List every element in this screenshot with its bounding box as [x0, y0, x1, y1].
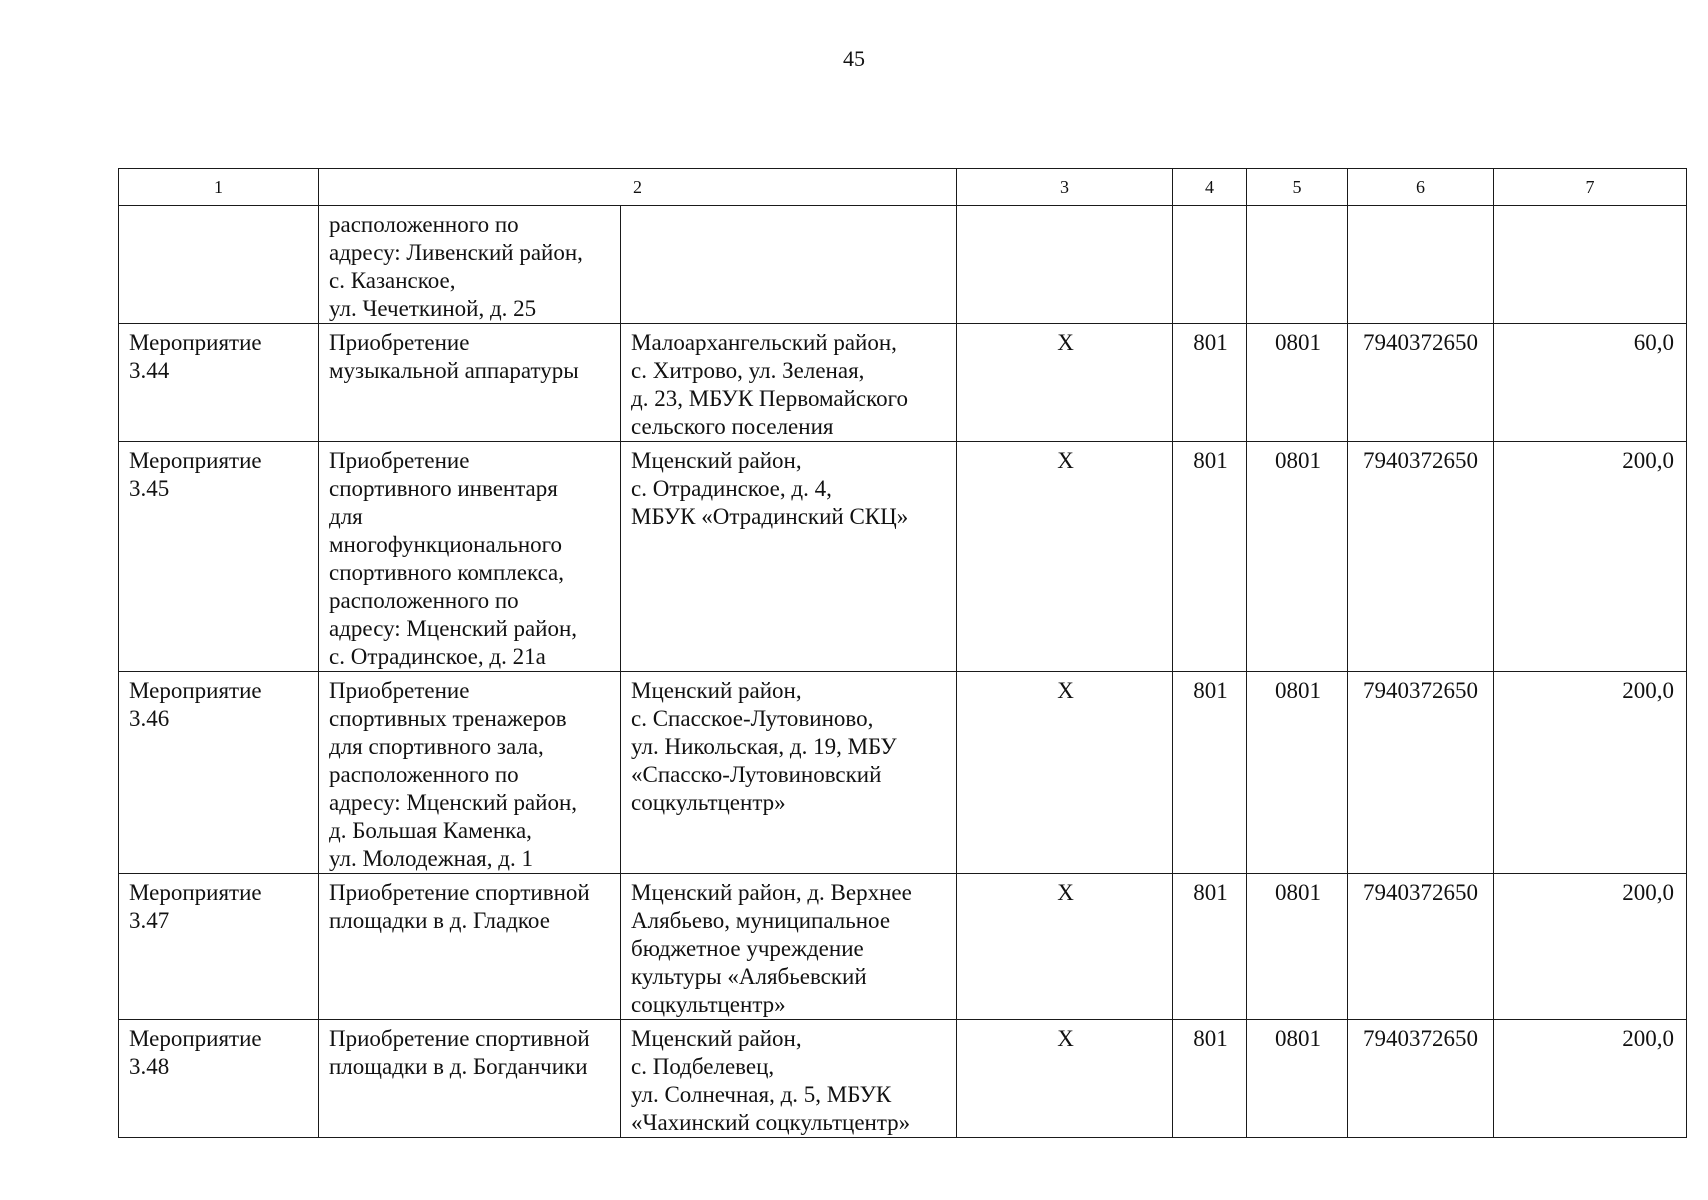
location-line: с. Хитрово, ул. Зеленая, — [631, 358, 865, 383]
description-cell — [319, 206, 621, 324]
col3-cell: X — [957, 672, 1173, 874]
col5-cell: 0801 — [1247, 672, 1348, 874]
location-line: с. Спасское-Лутовиново, — [631, 706, 874, 731]
col3-cell: X — [957, 442, 1173, 672]
location-cell — [621, 1020, 957, 1138]
col6-cell: 7940372650 — [1348, 442, 1494, 672]
location-line: бюджетное учреждение — [631, 936, 864, 961]
event-cell — [119, 206, 319, 324]
col6-cell — [1348, 206, 1494, 324]
header-cell: 6 — [1348, 169, 1494, 206]
location-line: ул. Никольская, д. 19, МБУ — [631, 734, 897, 759]
description-line: расположенного по — [329, 762, 519, 787]
location-line: Мценский район, — [631, 448, 802, 473]
table-row — [119, 672, 1687, 874]
location-line: соцкультцентр» — [631, 790, 786, 815]
event-line: Мероприятие — [129, 448, 262, 473]
header-cell: 4 — [1173, 169, 1247, 206]
location-line: МБУК «Отрадинский СКЦ» — [631, 504, 909, 529]
location-line: «Чахинский соцкультцентр» — [631, 1110, 911, 1135]
description-cell — [319, 324, 621, 442]
event-cell — [119, 672, 319, 874]
event-line: 3.47 — [129, 908, 170, 933]
description-line: Приобретение — [329, 678, 470, 703]
col7-cell: 60,0 — [1494, 324, 1687, 442]
col6-cell: 7940372650 — [1348, 324, 1494, 442]
event-cell — [119, 874, 319, 1020]
continuation-row — [119, 206, 1687, 324]
col5-cell: 0801 — [1247, 324, 1348, 442]
col3-cell: X — [957, 874, 1173, 1020]
event-line: Мероприятие — [129, 1026, 262, 1051]
location-line: с. Отрадинское, д. 4, — [631, 476, 832, 501]
event-line: Мероприятие — [129, 330, 262, 355]
location-cell — [621, 874, 957, 1020]
col4-cell: 801 — [1173, 874, 1247, 1020]
location-line: д. 23, МБУК Первомайского — [631, 386, 908, 411]
description-line: Приобретение спортивной — [329, 1026, 590, 1051]
location-line: с. Подбелевец, — [631, 1054, 775, 1079]
description-cell — [319, 672, 621, 874]
col4-cell: 801 — [1173, 1020, 1247, 1138]
col3-cell: X — [957, 324, 1173, 442]
header-cell: 7 — [1494, 169, 1687, 206]
description-line: спортивного инвентаря — [329, 476, 558, 501]
description-line: площадки в д. Богданчики — [329, 1054, 588, 1079]
col3-cell — [957, 206, 1173, 324]
description-line: для спортивного зала, — [329, 734, 544, 759]
description-line: музыкальной аппаратуры — [329, 358, 579, 383]
budget-table — [118, 168, 1687, 1138]
col7-cell: 200,0 — [1494, 1020, 1687, 1138]
location-line: культуры «Алябьевский — [631, 964, 867, 989]
description-line: спортивного комплекса, — [329, 560, 565, 585]
location-cell — [621, 206, 957, 324]
col5-cell: 0801 — [1247, 442, 1348, 672]
location-line: «Спасско-Лутовиновский — [631, 762, 882, 787]
description-line: расположенного по — [329, 588, 519, 613]
description-line: с. Казанское, — [329, 268, 456, 293]
header-cell: 2 — [319, 169, 957, 206]
table-row — [119, 324, 1687, 442]
event-line: Мероприятие — [129, 880, 262, 905]
col4-cell: 801 — [1173, 442, 1247, 672]
event-cell — [119, 324, 319, 442]
location-line: Алябьево, муниципальное — [631, 908, 891, 933]
location-line: Мценский район, — [631, 1026, 802, 1051]
col7-cell — [1494, 206, 1687, 324]
event-cell — [119, 1020, 319, 1138]
location-line: Мценский район, д. Верхнее — [631, 880, 912, 905]
col6-cell: 7940372650 — [1348, 874, 1494, 1020]
description-line: для — [329, 504, 363, 529]
event-line: 3.45 — [129, 476, 170, 501]
description-line: площадки в д. Гладкое — [329, 908, 550, 933]
col5-cell: 0801 — [1247, 874, 1348, 1020]
header-cell: 5 — [1247, 169, 1348, 206]
location-line: сельского поселения — [631, 414, 834, 439]
table-row — [119, 442, 1687, 672]
col5-cell: 0801 — [1247, 1020, 1348, 1138]
description-cell — [319, 1020, 621, 1138]
table-row — [119, 874, 1687, 1020]
description-cell — [319, 874, 621, 1020]
description-line: с. Отрадинское, д. 21а — [329, 644, 546, 669]
location-cell — [621, 442, 957, 672]
description-line: спортивных тренажеров — [329, 706, 567, 731]
description-line: Приобретение — [329, 448, 470, 473]
description-line: адресу: Мценский район, — [329, 790, 578, 815]
description-cell — [319, 442, 621, 672]
table-row — [119, 1020, 1687, 1138]
header-row — [119, 169, 1687, 206]
event-line: 3.48 — [129, 1054, 170, 1079]
event-cell — [119, 442, 319, 672]
location-line: Мценский район, — [631, 678, 802, 703]
description-line: ул. Молодежная, д. 1 — [329, 846, 533, 871]
page-number: 45 — [843, 46, 865, 71]
description-line: д. Большая Каменка, — [329, 818, 532, 843]
description-line: ул. Чечеткиной, д. 25 — [329, 296, 537, 321]
description-line: расположенного по — [329, 212, 519, 237]
event-line: 3.46 — [129, 706, 170, 731]
description-line: адресу: Ливенский район, — [329, 240, 583, 265]
description-line: Приобретение спортивной — [329, 880, 590, 905]
col4-cell — [1173, 206, 1247, 324]
col4-cell: 801 — [1173, 672, 1247, 874]
header-cell: 3 — [957, 169, 1173, 206]
col7-cell: 200,0 — [1494, 672, 1687, 874]
location-line: ул. Солнечная, д. 5, МБУК — [631, 1082, 892, 1107]
col3-cell: X — [957, 1020, 1173, 1138]
col6-cell: 7940372650 — [1348, 1020, 1494, 1138]
description-line: многофункционального — [329, 532, 563, 557]
col7-cell: 200,0 — [1494, 442, 1687, 672]
col5-cell — [1247, 206, 1348, 324]
description-line: Приобретение — [329, 330, 470, 355]
location-line: соцкультцентр» — [631, 992, 786, 1017]
col4-cell: 801 — [1173, 324, 1247, 442]
col7-cell: 200,0 — [1494, 874, 1687, 1020]
location-cell — [621, 324, 957, 442]
event-line: 3.44 — [129, 358, 170, 383]
location-line: Малоархангельский район, — [631, 330, 897, 355]
description-line: адресу: Мценский район, — [329, 616, 578, 641]
header-cell: 1 — [119, 169, 319, 206]
col6-cell: 7940372650 — [1348, 672, 1494, 874]
event-line: Мероприятие — [129, 678, 262, 703]
location-cell — [621, 672, 957, 874]
